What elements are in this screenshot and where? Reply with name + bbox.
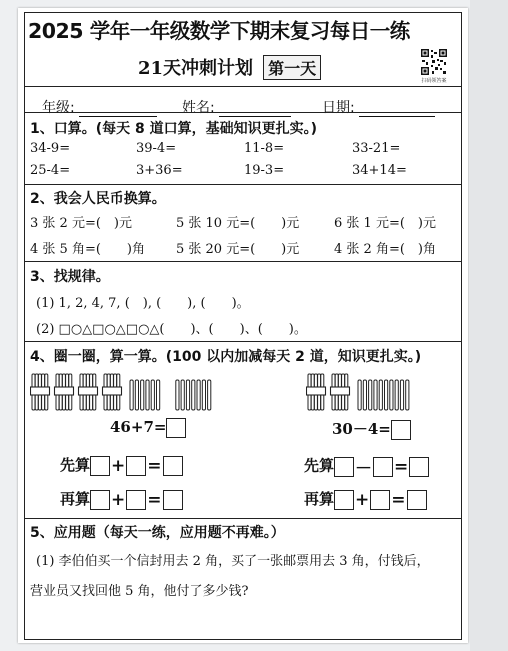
counting-stick [197,380,200,410]
stick-bundle [55,374,74,410]
counting-stick [186,380,189,410]
step-box[interactable] [334,457,354,477]
equals-sign: = [394,456,409,477]
exchange-item: 3 张 2 元=( )元 [30,216,132,231]
answer-box[interactable] [166,418,186,438]
exchange-item: 5 张 10 元=( )元 [176,216,300,231]
date-label: 日期: [322,100,355,116]
counting-stick [176,380,179,410]
oral-item: 39-4= [136,141,177,156]
pattern-line-2: (2) □○△□○△□○△( )、( )、( )。 [36,322,307,337]
qr-code-icon[interactable] [420,48,448,76]
grade-label: 年级: [42,100,75,116]
divider [24,184,462,185]
equals-sign: = [147,456,162,476]
right-first-step [304,454,429,479]
left-expression [110,418,186,438]
oral-item: 34+14= [352,163,407,178]
grade-input-line[interactable] [79,102,157,117]
counting-stick [358,380,361,410]
counting-stick [141,380,144,410]
equals-sign: = [147,490,162,510]
stick-bundle [331,374,350,410]
qr-caption: 扫码领答案 [421,78,447,84]
second-step-label: 再算 [60,490,91,508]
counting-stick [135,380,138,410]
plan-label: 21天冲刺计划 [138,58,254,79]
name-input-line[interactable] [219,102,291,117]
counting-stick [151,380,154,410]
step-box[interactable] [90,490,110,510]
first-step-label: 先算 [304,456,335,475]
counting-stick [379,380,382,410]
left-expression-text: 46+7= [110,418,167,436]
exchange-item: 4 张 5 角=( )角 [30,242,145,257]
word-problem-line-2: 营业员又找回他 5 角，他付了多少钱? [30,584,249,599]
step-box[interactable] [126,490,146,510]
second-step-label: 再算 [304,490,335,508]
counting-stick [390,380,393,410]
step-box[interactable] [163,490,183,510]
right-expression-text: 30－4= [332,420,391,438]
oral-item: 11-8= [244,141,285,156]
oral-item: 25-4= [30,163,71,178]
exchange-item: 6 张 1 元=( )元 [334,216,436,231]
counting-stick [369,380,372,410]
divider [24,112,462,113]
left-second-step [60,488,183,510]
counting-stick [385,380,388,410]
counting-sticks-left [30,370,260,414]
plus-sign: + [355,490,370,510]
answer-box[interactable] [391,420,411,440]
left-first-step [60,454,183,476]
right-second-step [304,488,427,510]
divider [24,518,462,519]
counting-stick [146,380,149,410]
step-box[interactable] [370,490,390,510]
equals-sign: = [391,490,406,510]
step-box[interactable] [90,456,110,476]
section-2-title: 2、我会人民币换算。 [30,191,166,207]
step-box[interactable] [373,457,393,477]
counting-stick [374,380,377,410]
section-3-title: 3、找规律。 [30,269,110,285]
counting-stick [181,380,184,410]
counting-stick [202,380,205,410]
section-5-title: 5、应用题（每天一练，应用题不再难。） [30,525,285,541]
date-input-line[interactable] [359,102,435,117]
step-box[interactable] [334,490,354,510]
divider [24,341,462,342]
counting-stick [400,380,403,410]
counting-stick [208,380,211,410]
section-4-title: 4、圈一圈，算一算。(100 以内加减每天 2 道，知识更扎实。) [30,349,422,365]
stick-bundle [103,374,122,410]
name-field [182,97,291,117]
word-problem-line-1: (1) 李伯伯买一个信封用去 2 角，买了一张邮票用去 3 角，付钱后， [36,554,430,569]
step-box[interactable] [126,456,146,476]
stick-bundle [307,374,326,410]
counting-stick [192,380,195,410]
divider [24,86,462,87]
exchange-item: 4 张 2 角=( )角 [334,242,436,257]
grade-field [42,97,157,117]
stick-bundle [31,374,50,410]
worksheet-subtitle [138,54,321,80]
worksheet-page [18,8,468,643]
oral-item: 3+36= [136,163,183,178]
divider [24,261,462,262]
pattern-line-1: (1) 1, 2, 4, 7, ( ), ( ), ( )。 [36,296,250,311]
day-label: 第一天 [263,55,321,80]
worksheet-title: 2025 学年一年级数学下期末复习每日一练 [28,19,410,43]
step-box[interactable] [409,457,429,477]
counting-stick [130,380,133,410]
counting-stick [395,380,398,410]
date-field [322,97,435,117]
counting-stick [406,380,409,410]
minus-sign: － [355,459,373,479]
right-expression [332,418,411,440]
plus-sign: + [111,490,126,510]
plus-sign: + [111,456,126,476]
oral-item: 34-9= [30,141,71,156]
exchange-item: 5 张 20 元=( )元 [176,242,300,257]
stick-bundle [79,374,98,410]
step-box[interactable] [163,456,183,476]
section-1-title: 1、口算。(每天 8 道口算，基础知识更扎实。) [30,121,318,137]
first-step-label: 先算 [60,456,91,474]
side-panel [470,0,508,651]
name-label: 姓名: [182,100,215,116]
oral-item: 33-21= [352,141,401,156]
counting-stick [157,380,160,410]
counting-sticks-right [306,370,456,414]
counting-stick [363,380,366,410]
oral-item: 19-3= [244,163,285,178]
step-box[interactable] [407,490,427,510]
